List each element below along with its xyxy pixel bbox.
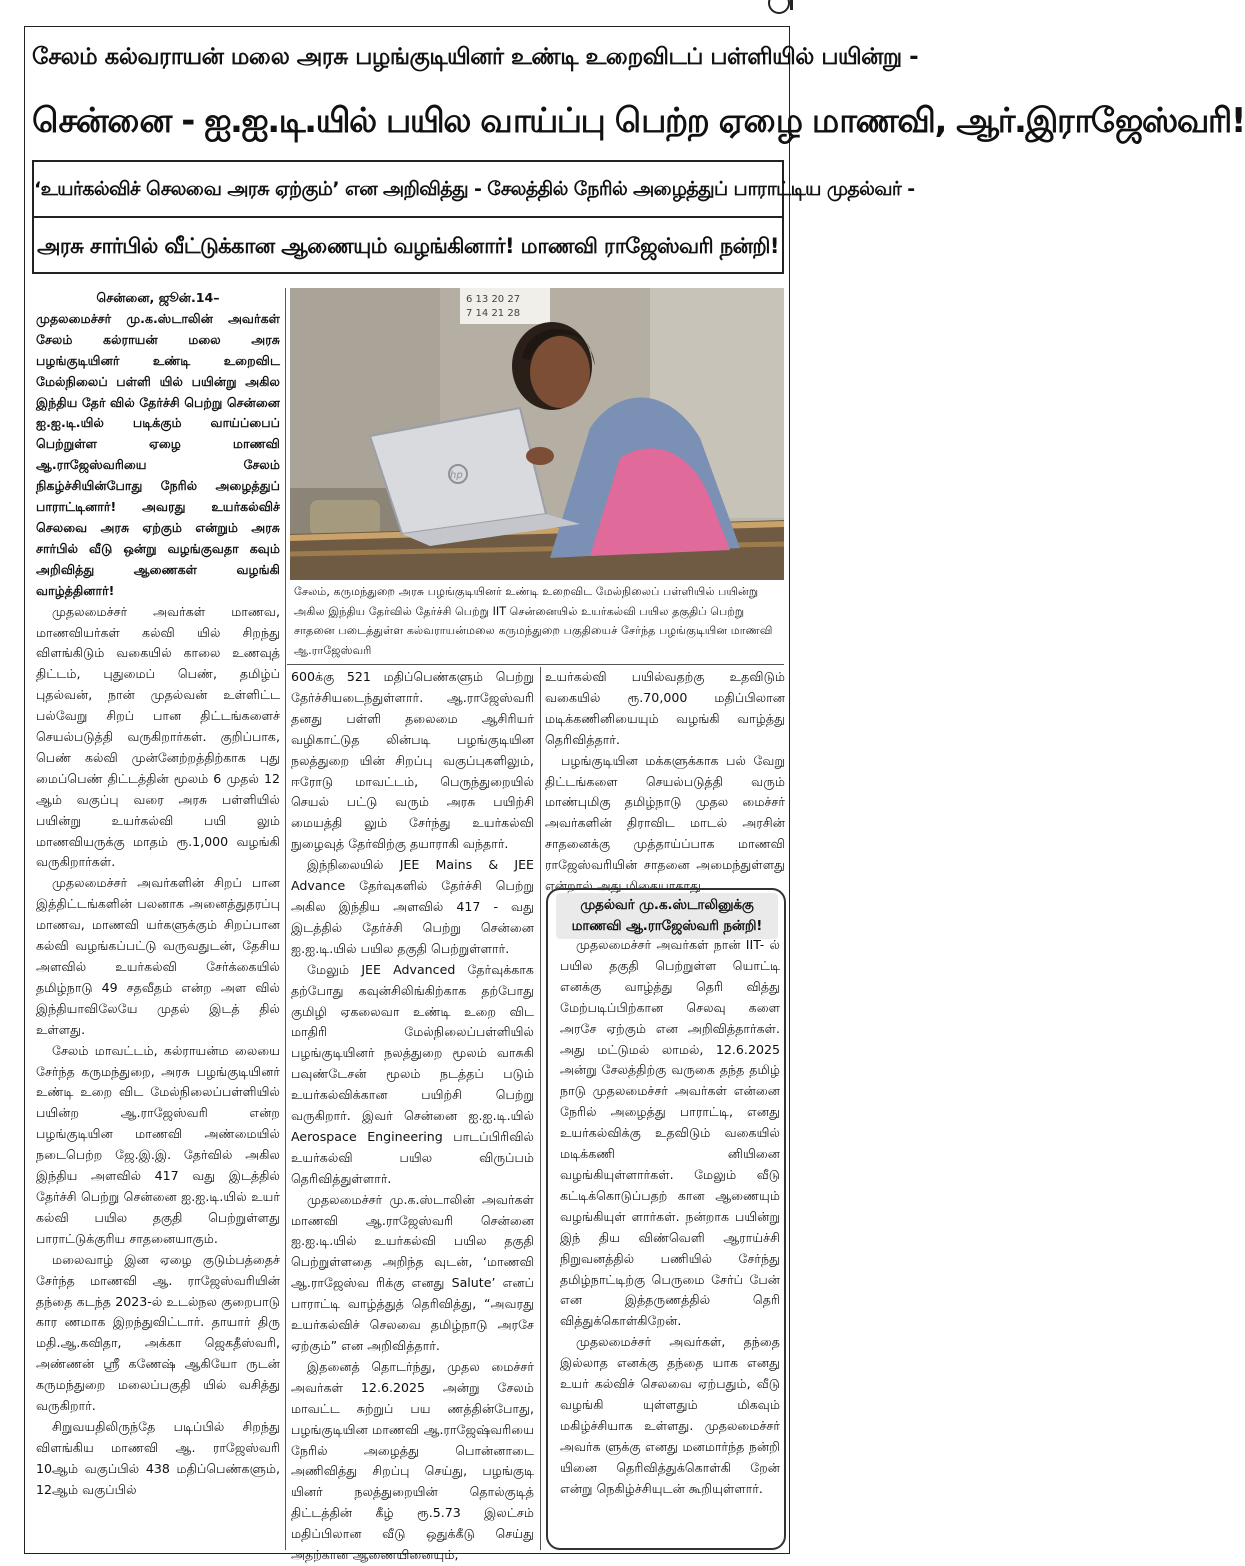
- article-column-1: [36, 288, 280, 1550]
- column-rule: [540, 667, 541, 1550]
- article-column-2: [291, 667, 534, 1563]
- emblem-edge-icon: [790, 0, 800, 10]
- lead-paragraph: முதலமைச்சர் மு.க.ஸ்டாலின் அவர்கள் சேலம் கல்ராயன் மலை அரசு பழங்குடியினர் உண்டி உறைவிட மேல்நிலைப் பள்ளி யில் பயின்று அகில இந்திய தேர் வில் தேர்ச்சி பெற்று சென்னை ஐ.ஐ.டி.யில் படிக்கும் வாய்ப்பைப் பெற்றுள்ள ஏழை மாணவி ஆ.ராஜேஸ்வரியை சேலம் நிகழ்ச்சியின்போது நேரில் அழைத்துப் பாராட்டினார்! அவரது உயர்கல்விச் செலவை அரசு ஏற்கும் என்றும் அரசு சார்பில் வீடு ஒன்று வழங்குவதா கவும் அறிவித்து ஆணைகள் வழங்கி வாழ்த்தினார்!: [36, 310, 280, 598]
- body-paragraph: சேலம் மாவட்டம், கல்ராயன்ம லையை சேர்ந்த கருமந்துறை, அரசு பழங்குடியினர் உண்டி உறை விட மேல்நிலைப்பள்ளியில் பயின்ற ஆ.ராஜேஸ்வரி என்ற பழங்குடியின மாணவி அண்மையில் நடைபெற்ற ஜே.இ.இ. தேர்வில் அகில இந்திய அளவில் 417 வது இடத்தில் தேர்ச்சி பெற்று சென்னை ஐ.ஐ.டி.யில் உயர் கல்வி பயில தகுதி பெற்றுள்ளது பாராட்டுக்குரிய சாதனையாகும்.: [36, 1042, 280, 1246]
- body-paragraph: 600க்கு 521 மதிப்பெண்களும் பெற்று தேர்ச்சியடைந்துள்ளார். ஆ.ராஜேஸ்வரி தனது பள்ளி தலைமை ஆசிரியர் வழிகாட்டுத லின்படி பழங்குடியின நலத்துறை யின் சிறப்பு வகுப்புகளிலும், ஈரோடு மாவட்டம், பெருந்துறையில் செயல் பட்டு வரும் அரசு பயிற்சி மையத்தி லும் சேர்ந்து உயர்கல்வி நுழைவுத் தேர்விற்கு தயாராகி வந்தார்.: [291, 669, 534, 852]
- top-cut-strip: [0, 0, 800, 14]
- article-column-3: [545, 667, 785, 894]
- emblem-icon: [768, 0, 790, 14]
- caption-rule: [287, 664, 784, 665]
- box-paragraph: முதலமைச்சர் அவர்கள், தந்தை இல்லாத எனக்கு தந்தை யாக எனது உயர் கல்விச் செலவை ஏற்பதும், வீடு வழங்கி யுள்ளதும் மிகவும் மகிழ்ச்சியாக உள்ளது. முதலமைச்சர் அவர்க ளுக்கு எனது மனமார்ந்த நன்றி யினை தெரிவித்துக்கொள்கி றேன் என்று நெகிழ்ச்சியுடன் கூறியுள்ளார்.: [560, 1334, 780, 1496]
- body-paragraph: முதலமைச்சர் அவர்கள் மாணவ, மாணவியர்கள் கல்வி யில் சிறந்து விளங்கிடும் வகையில் காலை உணவுத் திட்டம், புதுமைப் பெண், தமிழ்ப் புதல்வன், நான் முதல்வன் உள்ளிட்ட பல்வேறு சிறப் பான திட்டங்களைச் செயல்படுத்தி வருகிறார்கள். குறிப்பாக, பெண் கல்வி முன்னேற்றத்திற்காக புது மைப்பெண் திட்டத்தின் மூலம் 6 முதல் 12 ஆம் வகுப்பு வரை அரசு பள்ளியில் பயின்று உயர்கல்வி பயி லும் மாணவியருக்கு மாதம் ரூ.1,000 வழங்கி வருகிறார்கள்.: [36, 603, 280, 870]
- dateline: சென்னை, ஜூன்.14–: [96, 290, 220, 305]
- photo-of-student-with-laptop-icon: [290, 288, 784, 580]
- subheadline-2: அரசு சார்பில் வீட்டுக்கான ஆணையும் வழங்கினார்! மாணவி ராஜேஸ்வரி நன்றி!: [37, 234, 779, 258]
- box-paragraph: முதலமைச்சர் அவர்கள் நான் IIT- ல் பயில தகுதி பெற்றுள்ள யொட்டி எனக்கு வாழ்த்து தெரி வித்து மேற்படிப்பிற்கான செலவு களை அரசே ஏற்கும் என அறிவித்தார்கள். அது மட்டுமல் லாமல், 12.6.2025 அன்று சேலத்திற்கு வருகை தந்த தமிழ் நாடு முதலமைச்சர் அவர்கள் என்னை நேரில் அழைத்து பாராட்டி, எனது உயர்கல்விக்கு உதவிடும் வகையில் மடிக்கணி னியினை வழங்கியுள்ளார்கள். மேலும் வீடு கட்டிக்கொடுப்பதற் கான ஆணையும் வழங்கியுள் ளார்கள். நன்றாக பயின்று இந் திய விண்வெளி ஆராய்ச்சி நிறுவனத்தில் பணியில் சேர்ந்து தமிழ்நாட்டிற்கு பெருமை சேர்ப் பேன் என இத்தருணத்தில் தெரி வித்துக்கொள்கிறேன்.: [560, 937, 780, 1329]
- body-paragraph: சிறுவயதிலிருந்தே படிப்பில் சிறந்து விளங்கிய மாணவி ஆ. ராஜேஸ்வரி 10ஆம் வகுப்பில் 438 மதிப்பெண்களும், 12ஆம் வகுப்பில்: [36, 1418, 280, 1497]
- thanks-box-title: முதல்வர் மு.க.ஸ்டாலினுக்கு மாணவி ஆ.ராஜேஸ்வரி நன்றி!: [556, 893, 778, 939]
- calendar-text-1: 6 13 20 27: [466, 294, 521, 305]
- column-rule: [285, 288, 286, 1550]
- body-paragraph: முதலமைச்சர் மு.க.ஸ்டாலின் அவர்கள் மாணவி ஆ.ராஜேஸ்வரி சென்னை ஐ.ஐ.டி.யில் உயர்கல்வி பயில தகுதி பெற்றுள்ளதை அறிந்த வுடன், ‘மாணவி ஆ.ராஜேஸ்வ ரிக்கு எனது Salute’ எனப் பாராட்டி வாழ்த்துத் தெரிவித்து, “அவரது உயர்கல்விச் செலவை தமிழ்நாடு அரசே ஏற்கும்” என அறிவித்தார்.: [291, 1191, 534, 1353]
- body-paragraph: இந்நிலையில் JEE Mains & JEE Advance தேர்வுகளில் தேர்ச்சி பெற்று அகில இந்திய அளவில் 417 - வது இடத்தில் தேர்ச்சி பெற்று சென்னை ஐ.ஐ.டி.யில் பயில தகுதி பெற்றுள்ளார்.: [291, 857, 534, 956]
- laptop-logo: hp: [450, 470, 463, 481]
- body-paragraph: உயர்கல்வி பயில்வதற்கு உதவிடும் வகையில் ரூ.70,000 மதிப்பிலான மடிக்கணினியையும் வழங்கி வாழ்த்து தெரிவித்தார்.: [545, 669, 785, 747]
- body-paragraph: பழங்குடியின மக்களுக்காக பல் வேறு திட்டங்களை செயல்படுத்தி வரும் மாண்புமிகு தமிழ்நாடு முதல மைச்சர் அவர்களின் திராவிட மாடல் அரசின் சாதனைக்கு முத்தாய்ப்பாக மாணவி ராஜேஸ்வரியின் சாதனை அமைந்துள்ளது என்றால் அது மிகையாகாது.: [545, 752, 785, 894]
- body-paragraph: இதனைத் தொடர்ந்து, முதல மைச்சர் அவர்கள் 12.6.2025 அன்று சேலம் மாவட்ட சுற்றுப் பய ணத்தின்போது, பழங்குடியின மாணவி ஆ.ராஜேஷ்வரியை நேரில் அழைத்து பொன்னாடை அணிவித்து சிறப்பு செய்து, பழங்குடி யினர் நலத்துறையின் தொல்குடித் திட்டத்தின் கீழ் ரூ.5.73 இலட்சம் மதிப்பிலான வீடு ஒதுக்கீடு செய்து அதற்கான ஆணையினையும்,: [291, 1358, 534, 1563]
- kicker-headline: சேலம் கல்வராயன் மலை அரசு பழங்குடியினர் உண்டி உறைவிடப் பள்ளியில் பயின்று -: [32, 44, 919, 70]
- main-headline: சென்னை - ஐ.ஐ.டி.யில் பயில வாய்ப்பு பெற்ற ஏழை மாணவி, ஆர்.இராஜேஸ்வரி!: [32, 101, 1245, 141]
- student-photo: [290, 288, 784, 580]
- calendar-text-2: 7 14 21 28: [466, 308, 521, 319]
- body-paragraph: மேலும் JEE Advanced தேர்வுக்காக தற்போது கவுன்சிலிங்கிற்காக தற்போது குமிழி ஏகலைவா உண்டி உறை விட மாதிரி மேல்நிலைப்பள்ளியில் பழங்குடியினர் நலத்துறை மூலம் வாசுகி பவுண்டேசன் மூலம் நடத்தப் படும் உயர்கல்விக்கான பயிற்சி பெற்று வருகிறார். இவர் சென்னை ஐ.ஐ.டி.யில் Aerospace Engineering பாடப்பிரிவில் உயர்கல்வி பயில விருப்பம் தெரிவித்துள்ளார்.: [291, 961, 534, 1186]
- subheadline-box: [32, 160, 915, 274]
- photo-caption: சேலம், கருமந்துறை அரசு பழங்குடியினர் உண்டி உறைவிட மேல்நிலைப் பள்ளியில் பயின்று அகில இந்திய தேர்வில் தேர்ச்சி பெற்று IIT சென்னையில் உயர்கல்வி பயில தகுதிப் பெற்று சாதனை படைத்துள்ள கல்வராயன்மலை கருமந்துறை பகுதியைச் சேர்ந்த பழங்குடியின மாணவி ஆ.ராஜேஸ்வரி: [294, 585, 773, 657]
- thanks-box-body: [560, 935, 780, 1547]
- body-paragraph: மலைவாழ் இன ஏழை குடும்பத்தைச் சேர்ந்த மாணவி ஆ. ராஜேஸ்வரியின் தந்தை கடந்த 2023-ல் உடல்நல குறைபாடு கார ணமாக இறந்துவிட்டார். தாயார் திரு மதி.ஆ.கவிதா, அக்கா ஜெகதீஸ்வரி, அண்ணன் ஸ்ரீ கணேஷ் ஆகியோ ருடன் கருமந்துறை மலைப்பகுதி யில் வசித்து வருகிறார்.: [36, 1251, 280, 1414]
- subheadline-1: ‘உயர்கல்விச் செலவை அரசு ஏற்கும்’ என அறிவித்து - சேலத்தில் நேரில் அழைத்துப் பாராட்டிய முதல்வர் -: [34, 178, 915, 200]
- body-paragraph: முதலமைச்சர் அவர்களின் சிறப் பான இத்திட்டங்களின் பலனாக அனைத்துதரப்பு மாணவ, மாணவி யர்களுக்கும் சிறப்பான கல்வி வழங்கப்பட்டு வருவதுடன், தேசிய அளவில் உயர்கல்வி சேர்க்கையில் தமிழ்நாடு 49 சதவீதம் என்ற அள வில் இந்தியாவிலேயே முதல் இடத் தில் உள்ளது.: [36, 875, 280, 1037]
